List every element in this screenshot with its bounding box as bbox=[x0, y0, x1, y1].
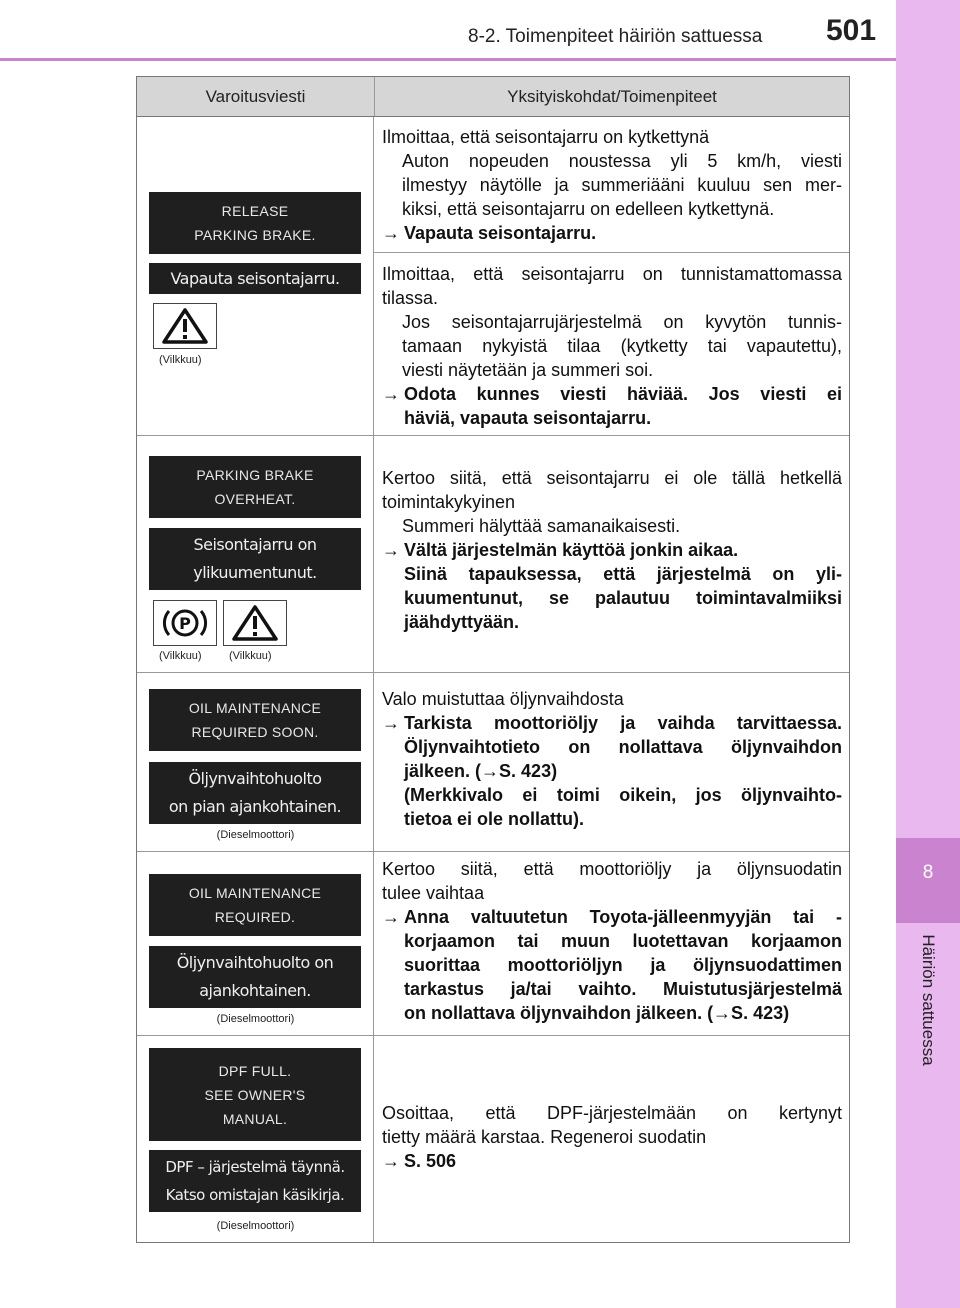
display-message-en: RELEASE PARKING BRAKE. bbox=[149, 192, 361, 254]
table-row bbox=[137, 673, 849, 852]
action-text: Anna valtuutetun Toyota-jälleenmyyjän tai - bbox=[404, 907, 842, 927]
warning-message-cell bbox=[137, 117, 374, 435]
blink-caption: (Vilkkuu) bbox=[159, 354, 202, 366]
details-cell bbox=[374, 117, 849, 435]
display-message-fi: Seisontajarru on ylikuumentunut. bbox=[149, 528, 361, 590]
blink-caption: (Vilkkuu) bbox=[159, 650, 202, 662]
details-text: Osoittaa, että DPF-järjestelmään on kertynyt tietty määrä karstaa. Regeneroi suodatin → S. 506 bbox=[382, 1103, 842, 1171]
details-text: Valo muistuttaa öljynvaihdosta → Tarkista moottoriöljy ja vaihda tarvittaessa. Öljynvaihtotieto on nollattava öljynvaihdon jälkeen. (→S. 423) (Merkkivalo ei toimi oikein, jos öljynvaihto- tietoa ei ole nollattu). bbox=[382, 689, 842, 829]
svg-text:P: P bbox=[179, 614, 191, 633]
display-message-en: OIL MAINTENANCE REQUIRED. bbox=[149, 874, 361, 936]
chapter-number: 8 bbox=[922, 862, 934, 883]
page-reference: S. 506 bbox=[404, 1151, 457, 1171]
warning-message-cell bbox=[137, 1036, 374, 1242]
action-text: Tarkista moottoriöljy ja vaihda tarvittaessa. bbox=[404, 713, 842, 733]
display-message-en: DPF FULL. SEE OWNER'S MANUAL. bbox=[149, 1048, 361, 1141]
engine-caption: (Dieselmoottori) bbox=[216, 829, 295, 841]
warning-message-cell bbox=[137, 673, 374, 851]
row-divider bbox=[374, 252, 849, 253]
details-text: Kertoo siitä, että moottoriöljy ja öljynsuodatin tulee vaihtaa → Anna valtuutetun Toyota-jälleenmyyjän tai - korjaamon tai muun luotettavan korjaamon suorittaa moottoriöljyn ja öljynsuodattimen tarkastus ja/tai vaihto. Muistutusjärjestelmä on nollattava öljynvaihdon jälkeen. (→S. 423) bbox=[382, 859, 842, 1023]
section-title: 8-2. Toimenpiteet häiriön sattuessa bbox=[468, 26, 763, 47]
table-row bbox=[137, 852, 849, 1036]
chapter-label: Häiriön sattuessa bbox=[919, 934, 938, 1066]
details-cell bbox=[374, 673, 849, 851]
parking-brake-icon bbox=[153, 600, 217, 646]
warning-table bbox=[136, 76, 850, 1243]
details-text: Ilmoittaa, että seisontajarru on tunnistamattomassa tilassa. Jos seisontajarrujärjestelmä on kyvytön tunnis- tamaan nykyistä tilaa (kytketty tai vapautettu), viesti näytetään ja summeri soi. → Odota kunnes viesti häviää. Jos viesti ei häviä, vapauta seisontajarru. bbox=[382, 264, 842, 428]
details-cell bbox=[374, 1036, 849, 1242]
warning-message-cell bbox=[137, 852, 374, 1035]
page-number: 501 bbox=[826, 14, 877, 47]
table-row bbox=[137, 1036, 849, 1242]
blink-caption: (Vilkkuu) bbox=[229, 650, 272, 662]
warning-triangle-icon bbox=[153, 303, 217, 349]
details-text: Ilmoittaa, että seisontajarru on kytkettynä Auton nopeuden noustessa yli 5 km/h, viesti ilmestyy näytölle ja summeriääni kuuluu sen mer- kiksi, että seisontajarru on edelleen kytkettynä. → Vapauta seisontajarru. bbox=[382, 127, 842, 243]
engine-caption: (Dieselmoottori) bbox=[216, 1013, 295, 1025]
column-header-details: Yksityiskohdat/Toimenpiteet bbox=[507, 86, 717, 106]
table-row bbox=[137, 117, 849, 436]
details-cell bbox=[374, 852, 849, 1035]
display-message-en: OIL MAINTENANCE REQUIRED SOON. bbox=[149, 689, 361, 751]
action-text: Odota kunnes viesti häviää. Jos viesti ei bbox=[404, 384, 842, 404]
display-message-fi: Vapauta seisontajarru. bbox=[149, 263, 361, 294]
side-tab-strip bbox=[896, 0, 960, 1308]
warning-message-cell bbox=[137, 436, 374, 672]
display-message-fi: Öljynvaihtohuolto on ajankohtainen. bbox=[149, 946, 361, 1008]
engine-caption: (Dieselmoottori) bbox=[216, 1220, 295, 1232]
column-header-message: Varoitusviesti bbox=[137, 77, 375, 116]
display-message-fi: Öljynvaihtohuolto on pian ajankohtainen. bbox=[149, 762, 361, 824]
action-text: Vältä järjestelmän käyttöä jonkin aikaa. bbox=[404, 540, 739, 560]
details-cell bbox=[374, 436, 849, 672]
display-message-fi: DPF – järjestelmä täynnä. Katso omistajan käsikirja. bbox=[149, 1150, 361, 1212]
table-row bbox=[137, 436, 849, 673]
details-text: Kertoo siitä, että seisontajarru ei ole tällä hetkellä toimintakykyinen Summeri hälyttää samanaikaisesti. → Vältä järjestelmän käyttöä jonkin aikaa. Siinä tapauksessa, että järjestelmä on yli- kuumentunut, se palautuu toimintavalmiiksi jäähdyttyään. bbox=[382, 468, 842, 632]
action-text: Vapauta seisontajarru. bbox=[404, 223, 597, 243]
table-header bbox=[137, 77, 849, 117]
display-message-en: PARKING BRAKE OVERHEAT. bbox=[149, 456, 361, 518]
header-rule bbox=[0, 58, 896, 61]
warning-triangle-icon bbox=[223, 600, 287, 646]
